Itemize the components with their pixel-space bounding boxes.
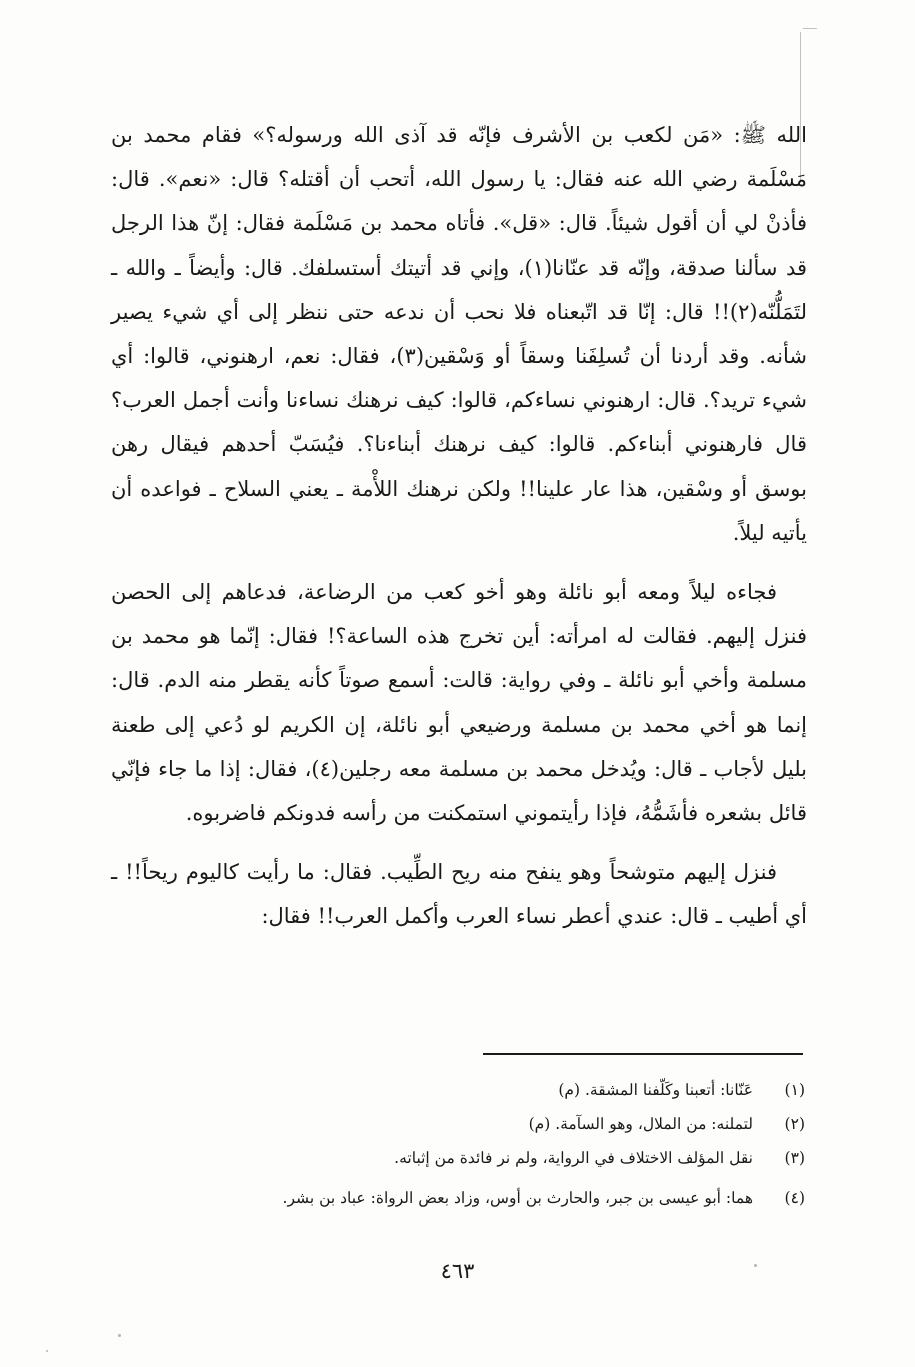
paragraph-3: فنزل إليهم متوشحاً وهو ينفح منه ريح الطِّيب. فقال: ما رأيت كاليوم ريحاً!! ـ أي أطيب ـ قال: عندي أعطر نساء العرب وأكمل العرب!! فقال: bbox=[111, 860, 807, 929]
footnote-number: (٤) bbox=[784, 1189, 805, 1207]
paragraph-1: الله ﷺ: «مَن لكعب بن الأشرف فإنّه قد آذى الله ورسوله؟» فقام محمد بن مَسْلَمة رضي الله عنه فقال: يا رسول الله، أتحب أن أقتله؟ قال: «نعم». قال: فأذنْ لي أن أقول شيئاً. قال: «قل». فأتاه محمد بن مَسْلَمة فقال: إنّ هذا الرجل قد سألنا صدقة، وإنّه قد عنّانا(١)، وإني قد أتيتك أستسلفك. قال: وأيضاً ـ والله ـ لتَمَلُّنّه(٢)!! قال: إنّا قد اتّبعناه فلا نحب أن ندعه حتى ننظر إلى أي شيء يصير شأنه. وقد أردنا أن تُسلِفَنا وسقاً أو وَسْقين(٣)، فقال: نعم، ارهنوني، قالوا: أي شيء تريد؟. قال: ارهنوني نساءكم، قالوا: كيف نرهنك نساءنا وأنت أجمل العرب؟ قال فارهنوني أبناءكم. قالوا: كيف نرهنك أبناءنا؟. فيُسَبّ أحدهم فيقال رهن بوسق أو وسْقين، هذا عار علينا!! ولكن نرهنك اللأْمة ـ يعني السلاح ـ فواعده أن يأتيه ليلاً. bbox=[111, 123, 808, 545]
page-number: ٤٦٣ bbox=[440, 1259, 475, 1283]
footnotes-list bbox=[115, 1075, 805, 1217]
footnote-item bbox=[115, 1183, 805, 1213]
main-text bbox=[111, 113, 807, 954]
footnote-separator bbox=[483, 1053, 803, 1055]
scan-speck bbox=[46, 1350, 48, 1352]
footnote-text: هما: أبو عيسى بن جبر، والحارث بن أوس، وزاد بعض الرواة: عباد بن بشر. bbox=[282, 1189, 753, 1207]
scan-speck bbox=[754, 1264, 757, 1267]
footnote-number: (٣) bbox=[784, 1149, 805, 1167]
paragraph-2: فجاءه ليلاً ومعه أبو نائلة وهو أخو كعب من الرضاعة، فدعاهم إلى الحصن فنزل إليهم. فقالت له امرأته: أين تخرج هذه الساعة؟! فقال: إنّما هو محمد بن مسلمة وأخي أبو نائلة ـ وفي رواية: قالت: أسمع صوتاً كأنه يقطر منه الدم. قال: إنما هو أخي محمد بن مسلمة ورضيعي أبو نائلة، إن الكريم لو دُعي إلى طعنة بليل لأجاب ـ قال: ويُدخل محمد بن مسلمة معه رجلين(٤)، فقال: إذا ما جاء فإنّي قائل بشعره فأشَمُّهُ، فإذا رأيتموني استمكنت من رأسه فدونكم فاضربوه. bbox=[111, 580, 807, 826]
footnote-number: (١) bbox=[784, 1081, 805, 1099]
footnote-text: لتملنه: من الملال، وهو السآمة. (م) bbox=[528, 1115, 753, 1133]
footnote-item bbox=[115, 1143, 805, 1173]
footnote-item bbox=[115, 1075, 805, 1105]
footnote-item bbox=[115, 1109, 805, 1139]
footnote-number: (٢) bbox=[784, 1115, 805, 1133]
footnote-text: عَنّانا: أتعبنا وكَلّفنا المشقة. (م) bbox=[558, 1081, 753, 1099]
scan-speck bbox=[118, 1334, 121, 1337]
footnote-text: نقل المؤلف الاختلاف في الرواية، ولم نر فائدة من إثباته. bbox=[394, 1149, 753, 1167]
